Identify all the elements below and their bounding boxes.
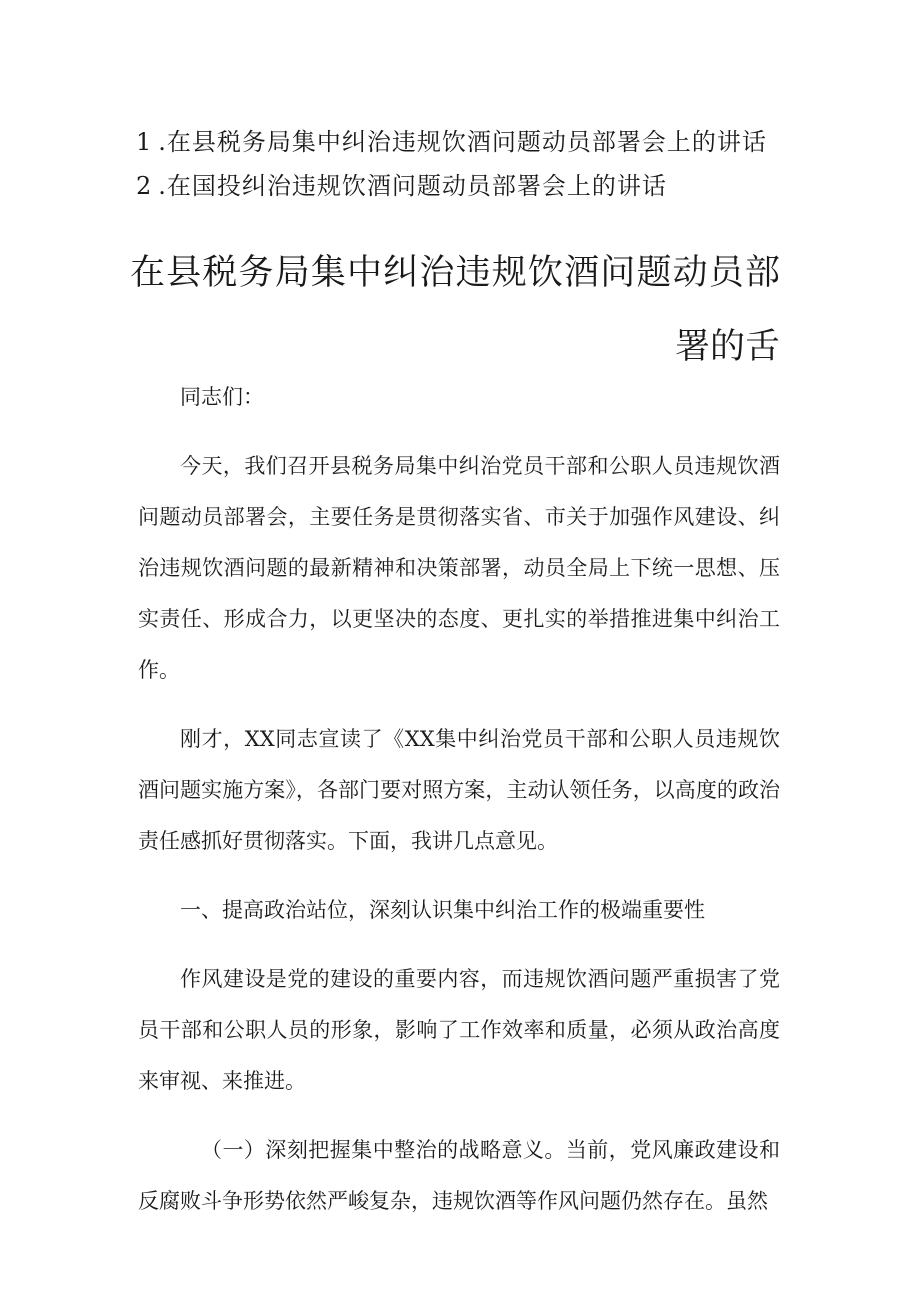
paragraph-spacer — [138, 867, 780, 885]
paragraph-spacer — [138, 1107, 780, 1125]
toc-item[interactable] — [136, 120, 796, 164]
paragraph-spacer — [138, 936, 780, 954]
salutation: 同志们： — [180, 385, 264, 409]
toc-item-text: .在县税务局集中纠治违规饮酒问题动员部署会上的讲话 — [158, 128, 767, 156]
toc-item[interactable] — [136, 164, 796, 208]
body-paragraph: 作风建设是党的建设的重要内容，而违规饮酒问题严重损害了党员干部和公职人员的形象，影响了工作效率和质量，必须从政治高度来审视、来推进。 — [138, 967, 780, 1093]
document-body — [138, 372, 780, 1227]
toc-item-number: 1 — [136, 128, 153, 156]
table-of-contents — [136, 120, 796, 208]
paragraph-spacer — [138, 696, 780, 714]
toc-item-text: .在国投纠治违规饮酒问题动员部署会上的讲话 — [158, 172, 667, 200]
toc-item-number: 2 — [136, 172, 153, 200]
body-paragraph: 刚才，XX同志宣读了《XX集中纠治党员干部和公职人员违规饮酒问题实施方案》，各部门要对照方案，主动认领任务，以高度的政治责任感抓好贯彻落实。下面，我讲几点意见。 — [138, 727, 780, 853]
document-title: 在县税务局集中纠治违规饮酒问题动员部署的舌 — [130, 253, 780, 367]
subsection-paragraph: （一）深刻把握集中整治的战略意义。当前，党风廉政建设和反腐败斗争形势依然严峻复杂，违规饮酒等作风问题仍然存在。虽然 — [138, 1138, 780, 1213]
body-paragraph: 今天，我们召开县税务局集中纠治党员干部和公职人员违规饮酒问题动员部署会，主要任务是贯彻落实省、市关于加强作风建设、纠治违规饮酒问题的最新精神和决策部署，动员全局上下统一思想、压实责任、形成合力，以更坚决的态度、更扎实的举措推进集中纠治工作。 — [138, 454, 780, 682]
section-heading: 一、提高政治站位，深刻认识集中纠治工作的极端重要性 — [180, 898, 705, 922]
paragraph-spacer — [138, 423, 780, 441]
